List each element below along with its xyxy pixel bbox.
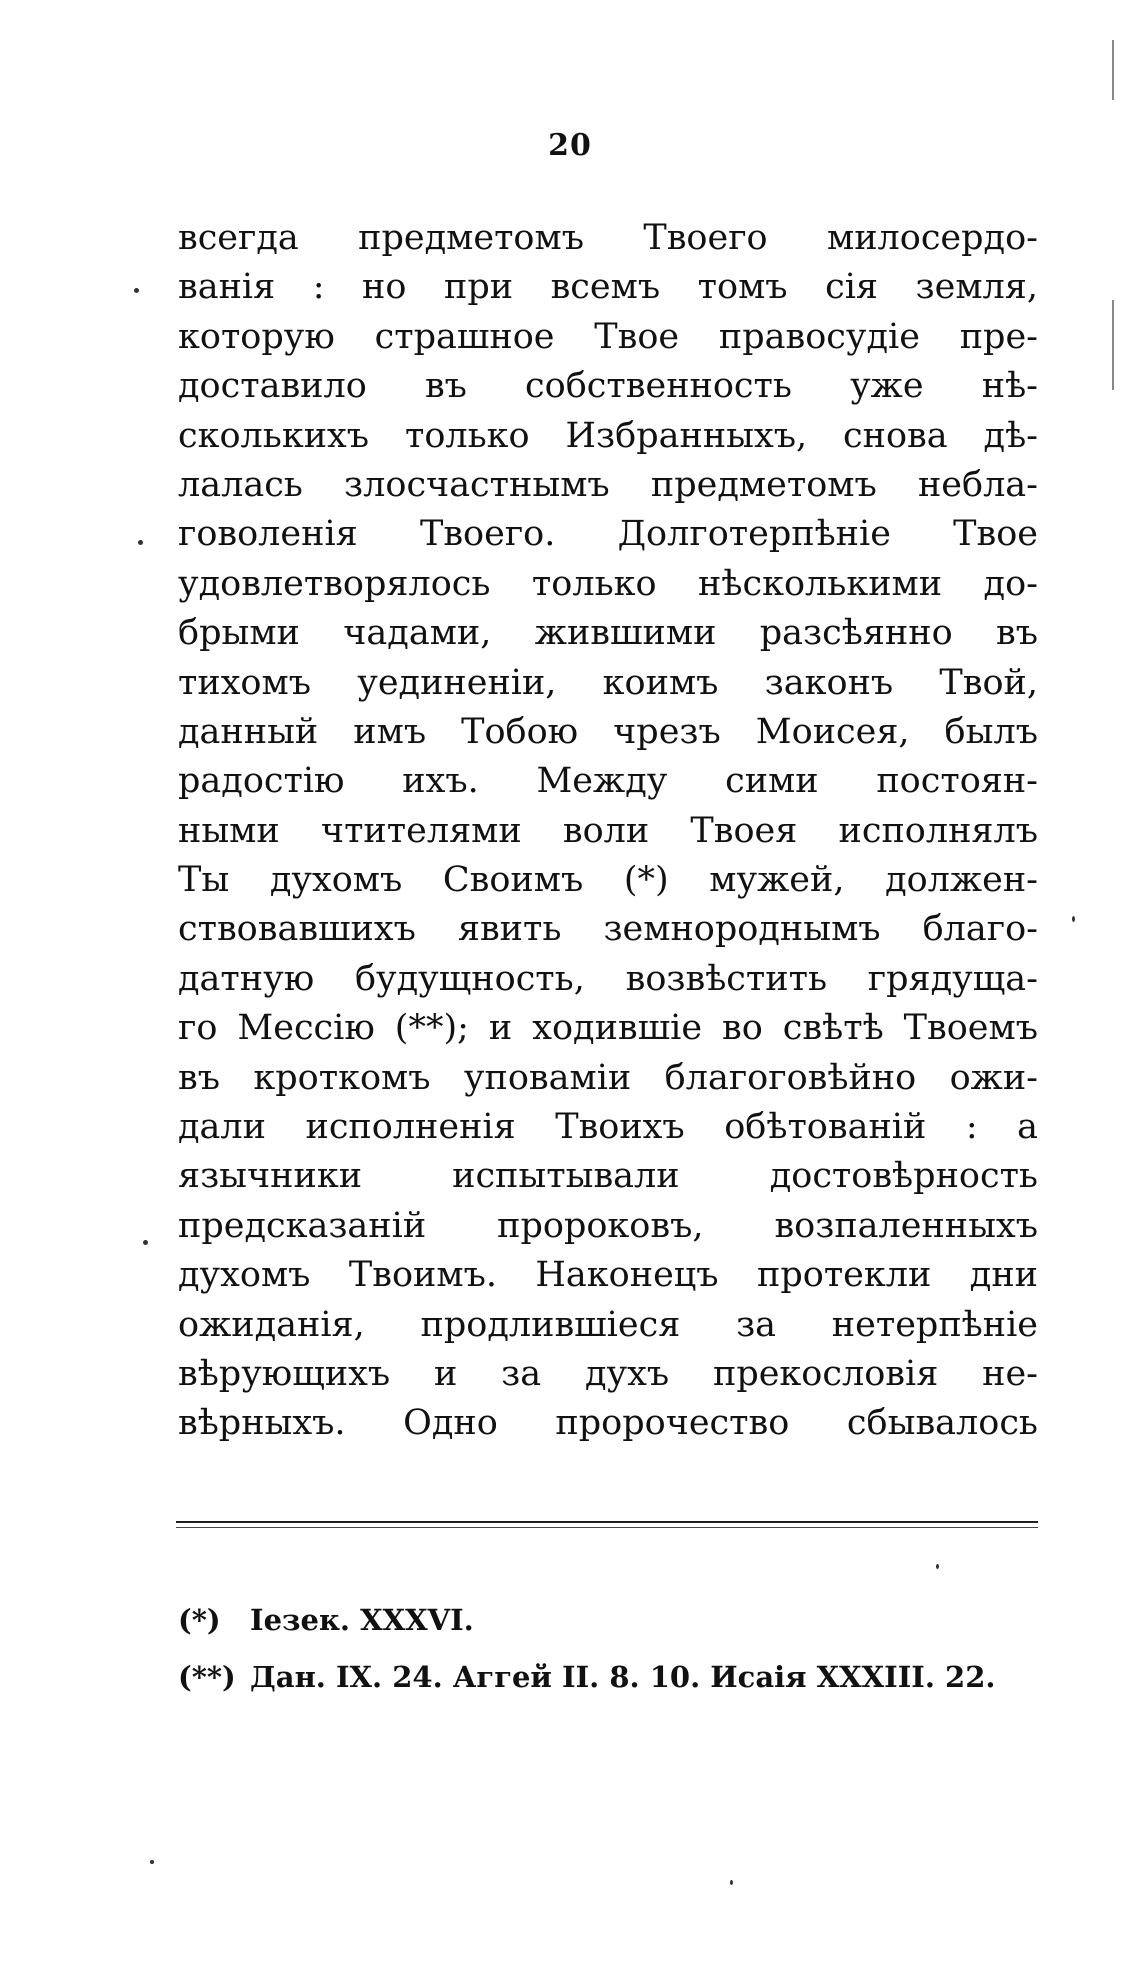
text-line: дали исполненія Твоихъ обѣтованій : а (178, 1107, 1038, 1148)
scan-speck (143, 1240, 148, 1245)
scan-speck (730, 1880, 733, 1885)
footnotes (178, 1592, 1038, 1706)
text-line: ожиданія, продлившіеся за нетерпѣніе (178, 1304, 1038, 1345)
footnote (178, 1592, 1038, 1649)
scan-speck (138, 540, 143, 545)
body-text (178, 214, 1038, 1449)
text-line: говоленія Твоего. Долготерпѣніе Твое (178, 514, 1038, 555)
text-line: данный имъ Тобою чрезъ Моисея, былъ (178, 711, 1038, 752)
text-line: ствовавшихъ явить земнороднымъ благо- (178, 909, 1038, 950)
footnote-mark: (**) (178, 1660, 236, 1694)
text-line: го Мессію (**); и ходившіе во свѣтѣ Твоемъ (178, 1008, 1038, 1049)
text-line: которую страшное Твое правосудіе пре- (178, 316, 1038, 357)
text-line: Ты духомъ Своимъ (*) мужей, должен- (178, 860, 1038, 901)
text-line: радостію ихъ. Между сими постоян- (178, 761, 1038, 802)
text-line: доставило въ собственность уже нѣ- (178, 366, 1038, 407)
scan-speck (936, 1564, 939, 1569)
footnote-mark: (*) (178, 1603, 221, 1637)
text-line: датную будущность, возвѣстить грядуща- (178, 958, 1038, 999)
scan-speck (150, 1860, 154, 1864)
text-line: язычники испытывали достовѣрность (178, 1156, 1038, 1197)
page-number: 20 (548, 128, 592, 163)
scan-speck (134, 288, 139, 293)
text-line: сколькихъ только Избранныхъ, снова дѣ- (178, 415, 1038, 456)
text-line: удовлетворялось только нѣсколькими до- (178, 563, 1038, 604)
text-line: ными чтителями воли Твоея исполнялъ (178, 810, 1038, 851)
scan-edge-mark (1112, 300, 1114, 390)
scan-edge-mark (1112, 40, 1114, 100)
scan-speck (1072, 916, 1075, 922)
text-line: брыми чадами, жившими разсѣянно въ (178, 613, 1038, 654)
text-line: духомъ Твоимъ. Наконецъ протекли дни (178, 1255, 1038, 1296)
footnote-separator-thin (176, 1527, 1038, 1528)
text-line: всегда предметомъ Твоего милосердо- (178, 218, 1038, 258)
footnote-text: Дан. IX. 24. Аггей II. 8. 10. Исаія XXXIII. 22. (250, 1660, 996, 1694)
footnote-text: Іезек. XXXVI. (250, 1603, 474, 1637)
text-line: тихомъ уединеніи, коимъ законъ Твой, (178, 662, 1038, 703)
footnote-separator (176, 1521, 1038, 1523)
text-line: ванія : но при всемъ томъ сія земля, (178, 267, 1038, 308)
text-line: въ кроткомъ уповаміи благоговѣйно ожи- (178, 1057, 1038, 1098)
text-line: предсказаній пророковъ, возпаленныхъ (178, 1205, 1038, 1246)
text-line: лалась злосчастнымъ предметомъ небла- (178, 464, 1038, 505)
footnote (178, 1649, 1038, 1706)
text-line: вѣрныхъ. Одно пророчество сбывалось (178, 1403, 1038, 1444)
text-line: вѣрующихъ и за духъ прекословія не- (178, 1353, 1038, 1394)
